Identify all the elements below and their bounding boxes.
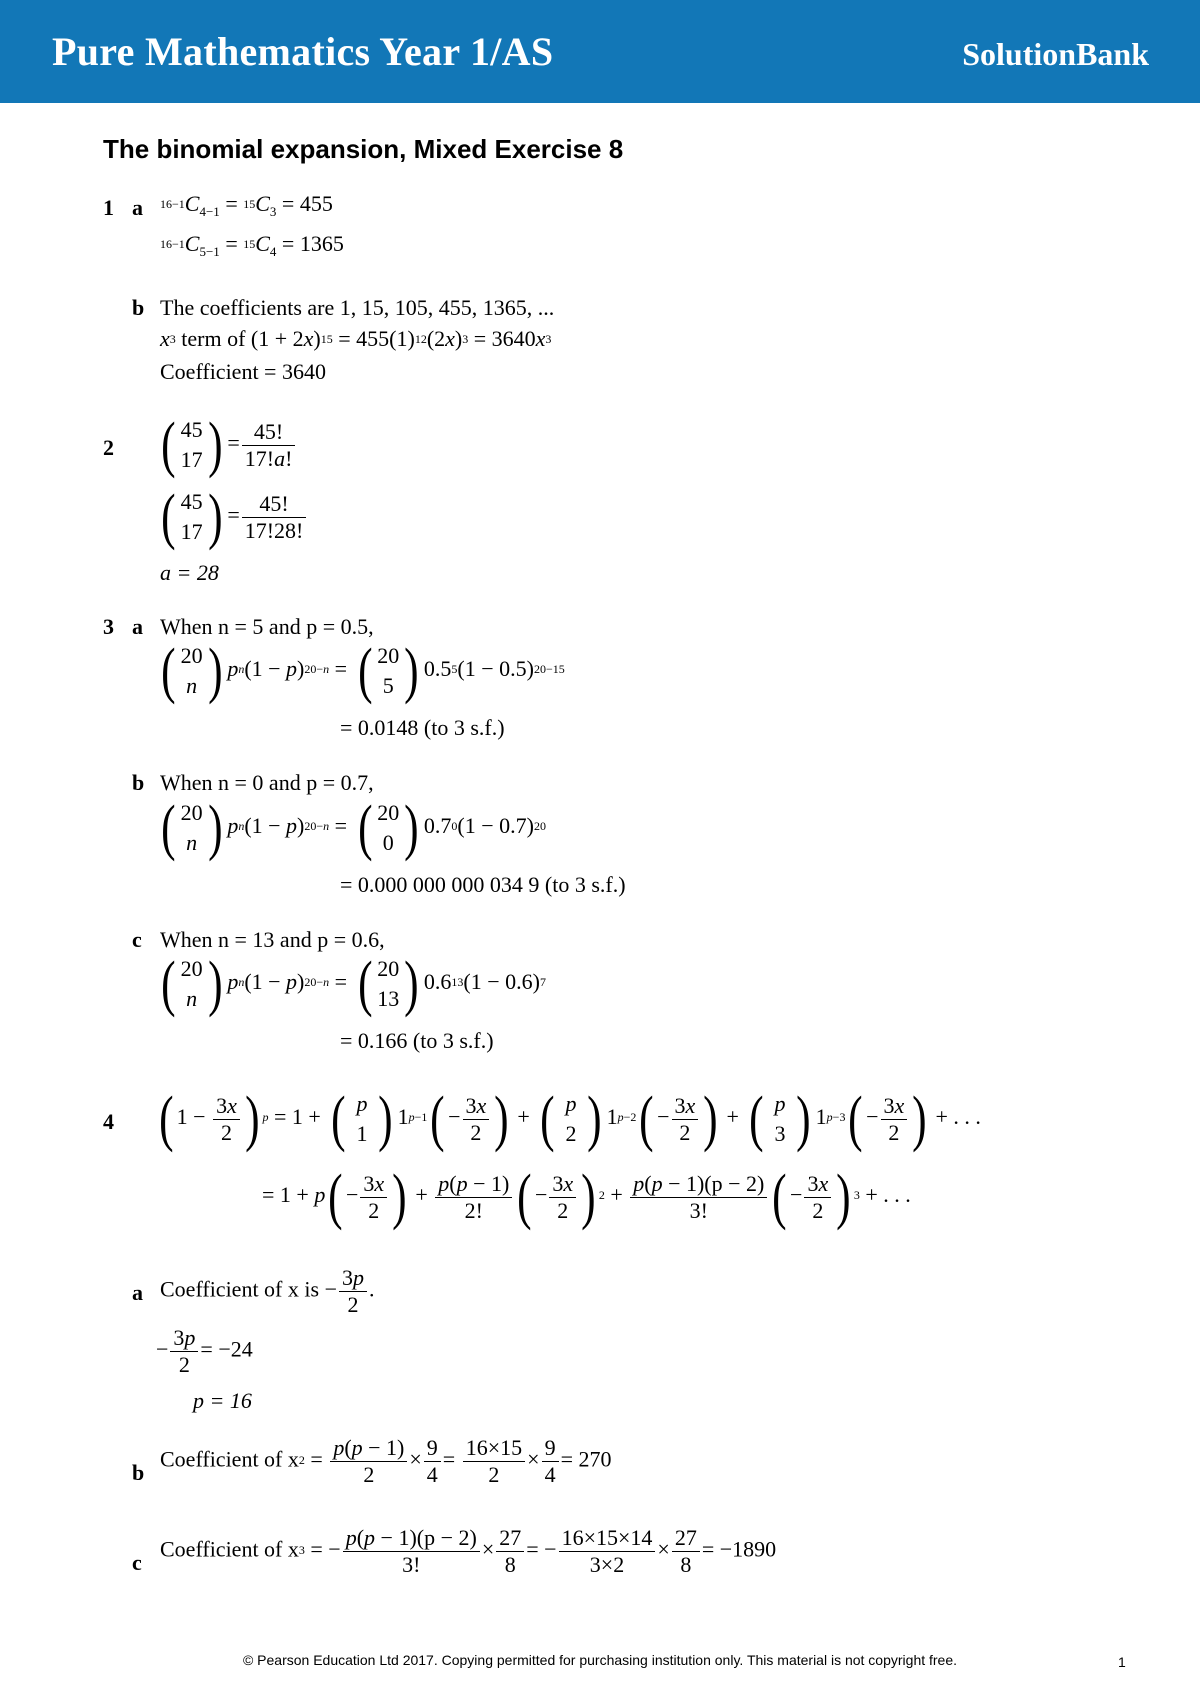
q3b-result: = 0.000 000 000 034 9 (to 3 s.f.) [340, 872, 626, 897]
q3b-expression: ( 20 n ) $p^n(1 - p)^{20-n}$ = ( 20 0 ) $0.7^0(1 - 0.7)^{20}$ [161, 794, 546, 862]
q4b-equation: Coefficient of $x^2$ = $\frac{p(p - 1)}{2}$ × $\frac{9}{4}$ = $\frac{16\times 15}{2}$ × $\frac{9}{4}$ = 270 [160, 1435, 612, 1487]
q4a-eq-value: = −24 [200, 1336, 253, 1362]
question-number-2: 2 [103, 435, 114, 460]
q4c-label: Coefficient of x [160, 1536, 299, 1562]
q4b-result: = 270 [560, 1446, 612, 1472]
q3a-expression: ( 20 n ) $p^n(1 - p)^{20-n}$ = ( 20 5 ) $0.5^5(1 - 0.5)^{20-15}$ [161, 637, 565, 705]
question-number-4: 4 [103, 1109, 114, 1134]
q4a-p-value: p = 16 [193, 1388, 252, 1413]
question-number-3: 3 [103, 614, 114, 639]
q3a-result: = 0.0148 (to 3 s.f.) [340, 715, 505, 740]
q4a-text: Coefficient of x is − $\frac{3p}{2}$ . [160, 1265, 375, 1317]
book-title: Pure Mathematics Year 1/AS [52, 29, 554, 74]
part-label-1b: b [132, 295, 145, 320]
q3c-when: When n = 13 and p = 0.6, [160, 927, 385, 952]
question-number-1: 1 [103, 195, 114, 220]
brand-name: SolutionBank [962, 36, 1149, 72]
copyright-footer: © Pearson Education Ltd 2017. Copying permitted for purchasing institution only. This material is not copyright free. [242, 1652, 958, 1668]
q4a-label: Coefficient of x is [160, 1276, 320, 1302]
q3c-result: = 0.166 (to 3 s.f.) [340, 1028, 494, 1053]
header-banner [0, 0, 1200, 103]
q1b-term-label: term of [181, 326, 246, 351]
part-label-1a: a [132, 195, 143, 220]
q4c-result: = −1890 [701, 1536, 777, 1562]
part-label-4b: b [132, 1460, 145, 1485]
q1a-line1: $^{16-1}C_{4-1} = ^{15}C_3 = 455$ [160, 191, 333, 219]
q4c-equation: Coefficient of $x^3$ = − $\frac{p(p - 1)(p - 2)}{3!}$ × $\frac{27}{8}$ = − $\frac{16\times 15\times 14}{3\times 2}$ × $\frac{27}{8}$ = −1890 [160, 1525, 777, 1577]
part-label-3a: a [132, 614, 143, 639]
q1b-line1: The coefficients are 1, 15, 105, 455, 1365, ... [160, 295, 555, 320]
q1b-line2: $x^3$ term of $(1 + 2x)^{15} = 455(1)^{12}(2x)^3 = 3640x^3$ [160, 326, 552, 351]
q2-result: a = 28 [160, 560, 219, 585]
q3c-expression: ( 20 n ) $p^n(1 - p)^{20-n}$ = ( 20 13 ) $0.6^{13}(1 - 0.6)^7$ [161, 950, 546, 1018]
q3a-when: When n = 5 and p = 0.5, [160, 614, 374, 639]
q2-line1: ( 45 17 ) = $\frac{45!}{17!a!}$ [156, 414, 297, 476]
part-label-4a: a [132, 1280, 143, 1305]
page-title: The binomial expansion, Mixed Exercise 8 [103, 134, 624, 164]
q1b-coefficient: Coefficient = 3640 [160, 359, 326, 384]
q1a-line2: $^{16-1}C_{5-1} = ^{15}C_4 = 1365$ [160, 231, 344, 259]
part-label-3b: b [132, 770, 145, 795]
part-label-4c: c [132, 1550, 142, 1575]
q2-line2: ( 45 17 ) = $\frac{45!}{17!28!}$ [156, 486, 308, 548]
q3b-when: When n = 0 and p = 0.7, [160, 770, 374, 795]
page-number: 1 [1118, 1654, 1126, 1670]
part-label-3c: c [132, 927, 142, 952]
q4a-equation: − $\frac{3p}{2}$ = −24 [156, 1325, 253, 1377]
q4-expansion-line1: ( 1 − $\frac{3x}{2}$ ) $^p$ = 1 + ( p 1 ) $1^{p-1}$( − $\frac{3x}{2}$ ) + ( p 2 ) $1^{p-2}$( − $\frac{3x}{2}$ ) + ( p 3 ) $1^{p-3}$( − $\frac{3x}{2}$ ) + . . . [159, 1085, 981, 1153]
q4b-label: Coefficient of x [160, 1446, 299, 1472]
q4-expansion-line2: = 1 + p( − $\frac{3x}{2}$ ) + $\frac{p(p - 1)}{2!}$ ( − $\frac{3x}{2}$ ) $^2$ + $\frac{p(p - 1)(p - 2)}{3!}$ ( − $\frac{3x}{2}$ ) $^3$ + . . . [262, 1163, 911, 1231]
